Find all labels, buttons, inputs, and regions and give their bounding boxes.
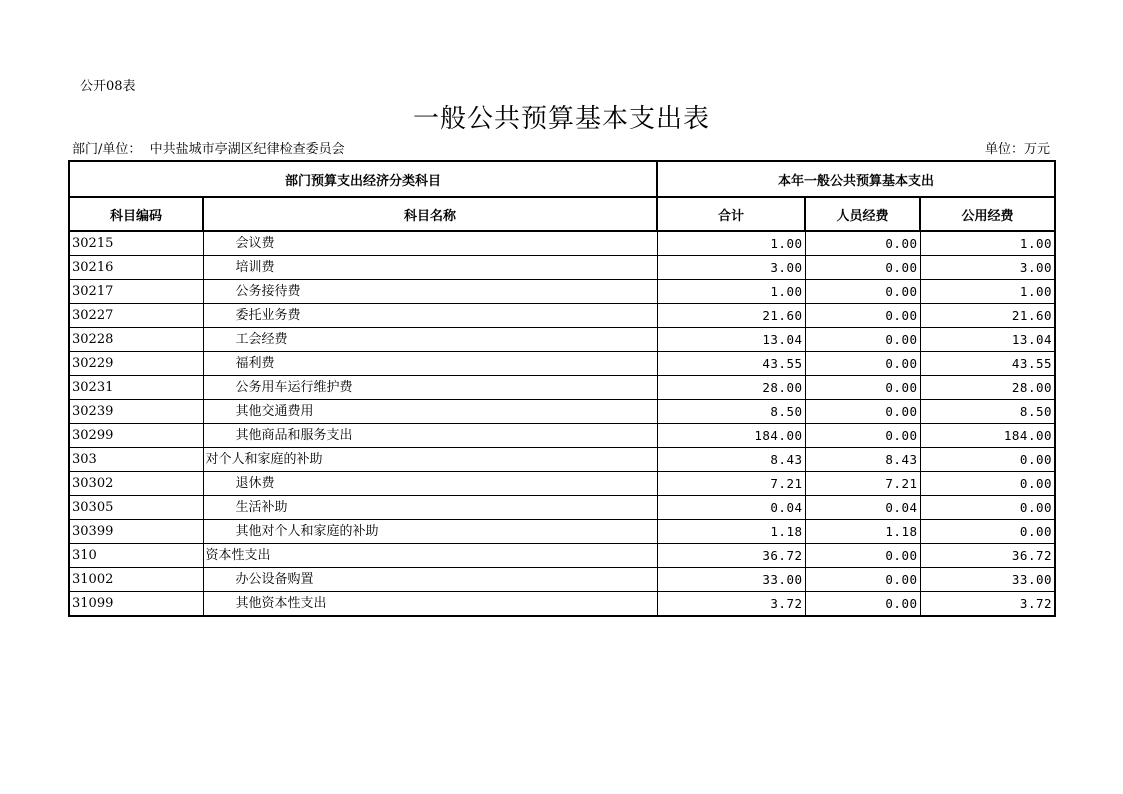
cell-personnel: 7.21 <box>805 472 920 496</box>
cell-name: 其他交通费用 <box>203 400 657 424</box>
cell-public: 1.00 <box>920 231 1055 256</box>
cell-public: 0.00 <box>920 472 1055 496</box>
cell-total: 8.43 <box>657 448 805 472</box>
cell-public: 1.00 <box>920 280 1055 304</box>
cell-public: 0.00 <box>920 496 1055 520</box>
cell-personnel: 0.00 <box>805 280 920 304</box>
department-label: 部门/单位： <box>72 142 142 157</box>
cell-personnel: 0.00 <box>805 304 920 328</box>
cell-name: 工会经费 <box>203 328 657 352</box>
cell-public: 0.00 <box>920 520 1055 544</box>
budget-table <box>68 160 1056 617</box>
unit-label: 单位：万元 <box>984 142 1050 157</box>
cell-public: 3.00 <box>920 256 1055 280</box>
cell-personnel: 0.00 <box>805 376 920 400</box>
cell-code: 30305 <box>69 496 203 520</box>
table-row <box>69 544 1055 568</box>
cell-public: 33.00 <box>920 568 1055 592</box>
cell-name: 办公设备购置 <box>203 568 657 592</box>
cell-code: 30215 <box>69 231 203 256</box>
cell-name: 退休费 <box>203 472 657 496</box>
cell-name: 其他商品和服务支出 <box>203 424 657 448</box>
cell-personnel: 0.00 <box>805 544 920 568</box>
table-row <box>69 280 1055 304</box>
table-row <box>69 472 1055 496</box>
cell-name: 对个人和家庭的补助 <box>203 448 657 472</box>
table-row <box>69 592 1055 617</box>
cell-total: 1.00 <box>657 280 805 304</box>
cell-total: 21.60 <box>657 304 805 328</box>
table-row <box>69 424 1055 448</box>
column-header-code: 科目编码 <box>69 197 203 231</box>
cell-code: 30399 <box>69 520 203 544</box>
column-header-row <box>69 197 1055 231</box>
department-name: 中共盐城市亭湖区纪律检查委员会 <box>149 142 345 157</box>
cell-total: 3.00 <box>657 256 805 280</box>
cell-name: 会议费 <box>203 231 657 256</box>
table-row <box>69 256 1055 280</box>
group-header-expenditure: 本年一般公共预算基本支出 <box>657 161 1055 197</box>
cell-personnel: 0.00 <box>805 328 920 352</box>
column-header-total: 合计 <box>657 197 805 231</box>
cell-name: 委托业务费 <box>203 304 657 328</box>
cell-personnel: 0.00 <box>805 568 920 592</box>
cell-total: 1.18 <box>657 520 805 544</box>
cell-public: 3.72 <box>920 592 1055 617</box>
cell-name: 其他对个人和家庭的补助 <box>203 520 657 544</box>
cell-code: 303 <box>69 448 203 472</box>
department-line <box>72 141 345 159</box>
group-header-row <box>69 161 1055 197</box>
cell-code: 30239 <box>69 400 203 424</box>
cell-public: 0.00 <box>920 448 1055 472</box>
cell-public: 21.60 <box>920 304 1055 328</box>
table-row <box>69 352 1055 376</box>
cell-name: 福利费 <box>203 352 657 376</box>
cell-public: 13.04 <box>920 328 1055 352</box>
cell-personnel: 8.43 <box>805 448 920 472</box>
cell-personnel: 1.18 <box>805 520 920 544</box>
form-number: 公开08表 <box>80 79 136 94</box>
cell-name: 公务用车运行维护费 <box>203 376 657 400</box>
cell-total: 3.72 <box>657 592 805 617</box>
cell-name: 公务接待费 <box>203 280 657 304</box>
cell-total: 184.00 <box>657 424 805 448</box>
cell-public: 8.50 <box>920 400 1055 424</box>
table-row <box>69 448 1055 472</box>
cell-code: 31002 <box>69 568 203 592</box>
cell-code: 30227 <box>69 304 203 328</box>
cell-total: 7.21 <box>657 472 805 496</box>
table-row <box>69 231 1055 256</box>
cell-personnel: 0.00 <box>805 352 920 376</box>
cell-total: 1.00 <box>657 231 805 256</box>
table-row <box>69 496 1055 520</box>
cell-code: 31099 <box>69 592 203 617</box>
cell-code: 30216 <box>69 256 203 280</box>
cell-code: 30217 <box>69 280 203 304</box>
cell-personnel: 0.00 <box>805 400 920 424</box>
table-row <box>69 376 1055 400</box>
cell-name: 生活补助 <box>203 496 657 520</box>
cell-total: 13.04 <box>657 328 805 352</box>
table-row <box>69 328 1055 352</box>
table-row <box>69 400 1055 424</box>
cell-public: 28.00 <box>920 376 1055 400</box>
cell-total: 43.55 <box>657 352 805 376</box>
cell-personnel: 0.00 <box>805 231 920 256</box>
cell-code: 30231 <box>69 376 203 400</box>
cell-personnel: 0.00 <box>805 256 920 280</box>
table-row <box>69 520 1055 544</box>
cell-total: 8.50 <box>657 400 805 424</box>
cell-total: 0.04 <box>657 496 805 520</box>
column-header-personnel: 人员经费 <box>805 197 920 231</box>
page-title: 一般公共预算基本支出表 <box>412 104 710 134</box>
group-header-classification: 部门预算支出经济分类科目 <box>69 161 657 197</box>
cell-code: 30302 <box>69 472 203 496</box>
cell-code: 310 <box>69 544 203 568</box>
cell-total: 33.00 <box>657 568 805 592</box>
cell-public: 36.72 <box>920 544 1055 568</box>
column-header-public: 公用经费 <box>920 197 1055 231</box>
table-row <box>69 568 1055 592</box>
table-row <box>69 304 1055 328</box>
cell-personnel: 0.04 <box>805 496 920 520</box>
column-header-name: 科目名称 <box>203 197 657 231</box>
cell-personnel: 0.00 <box>805 592 920 617</box>
cell-code: 30229 <box>69 352 203 376</box>
cell-public: 184.00 <box>920 424 1055 448</box>
cell-personnel: 0.00 <box>805 424 920 448</box>
cell-total: 36.72 <box>657 544 805 568</box>
cell-name: 培训费 <box>203 256 657 280</box>
cell-total: 28.00 <box>657 376 805 400</box>
cell-code: 30228 <box>69 328 203 352</box>
cell-name: 其他资本性支出 <box>203 592 657 617</box>
cell-public: 43.55 <box>920 352 1055 376</box>
cell-name: 资本性支出 <box>203 544 657 568</box>
cell-code: 30299 <box>69 424 203 448</box>
